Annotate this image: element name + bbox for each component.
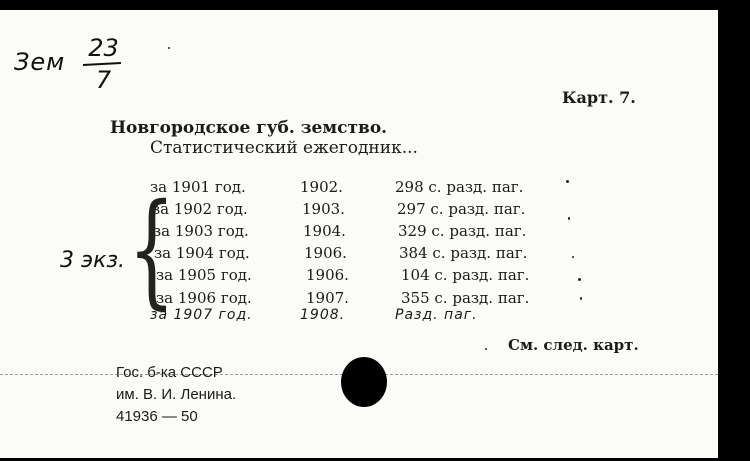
volume-year: за 1901 год.: [150, 178, 246, 196]
call-number-fraction: [86, 34, 121, 94]
volume-year: за 1907 год.: [150, 307, 253, 323]
ink-speck: [168, 47, 170, 49]
volume-pages: 355 с. разд. паг.: [401, 289, 530, 307]
card-number: Карт. 7.: [562, 88, 636, 107]
volume-year: за 1906 год.: [156, 289, 252, 307]
ink-speck: [580, 297, 582, 300]
ink-speck: [578, 278, 581, 281]
volume-pages: 104 с. разд. паг.: [401, 266, 530, 284]
volume-pages: 297 с. разд. паг.: [397, 200, 526, 218]
volumes-brace: {: [128, 178, 176, 322]
volume-published: 1908.: [300, 307, 346, 323]
see-next-card: См. след. карт.: [508, 336, 639, 354]
call-number-denominator: 7: [95, 66, 112, 94]
volume-pages: 329 с. разд. паг.: [398, 222, 527, 240]
volume-published: 1906.: [306, 266, 349, 284]
library-stamp: [116, 362, 236, 428]
volume-published: 1902.: [300, 178, 343, 196]
catalog-card: [0, 10, 718, 458]
punch-hole: [341, 357, 387, 407]
volume-year: за 1902 год.: [152, 200, 248, 218]
publisher-heading: Новгородское губ. земство.: [110, 118, 388, 138]
volume-year: за 1904 год.: [154, 244, 250, 262]
volume-year: за 1905 год.: [156, 266, 252, 284]
volume-published: 1904.: [303, 222, 346, 240]
library-dedication: им. В. И. Ленина.: [116, 386, 237, 403]
scan-border: [718, 0, 750, 461]
ink-speck: [566, 180, 569, 183]
volume-pages: 384 с. разд. паг.: [399, 244, 528, 262]
library-order-number: 41936 — 50: [116, 408, 198, 425]
publication-title: Статистический ежегодник...: [150, 138, 418, 158]
volume-published: 1903.: [302, 200, 345, 218]
call-number-numerator: 23: [88, 34, 119, 62]
volume-pages: Разд. паг.: [395, 307, 478, 323]
volume-published: 1906.: [304, 244, 347, 262]
volume-published: 1907.: [306, 289, 349, 307]
library-name: Гос. б-ка СССР: [116, 364, 223, 381]
call-number-prefix: Зем: [14, 48, 66, 76]
volume-pages: 298 с. разд. паг.: [395, 178, 524, 196]
volume-year: за 1903 год.: [153, 222, 249, 240]
copies-count: 3 экз.: [60, 248, 126, 273]
ink-speck: [485, 348, 487, 350]
ink-speck: [572, 256, 574, 258]
ink-speck: [568, 217, 570, 220]
